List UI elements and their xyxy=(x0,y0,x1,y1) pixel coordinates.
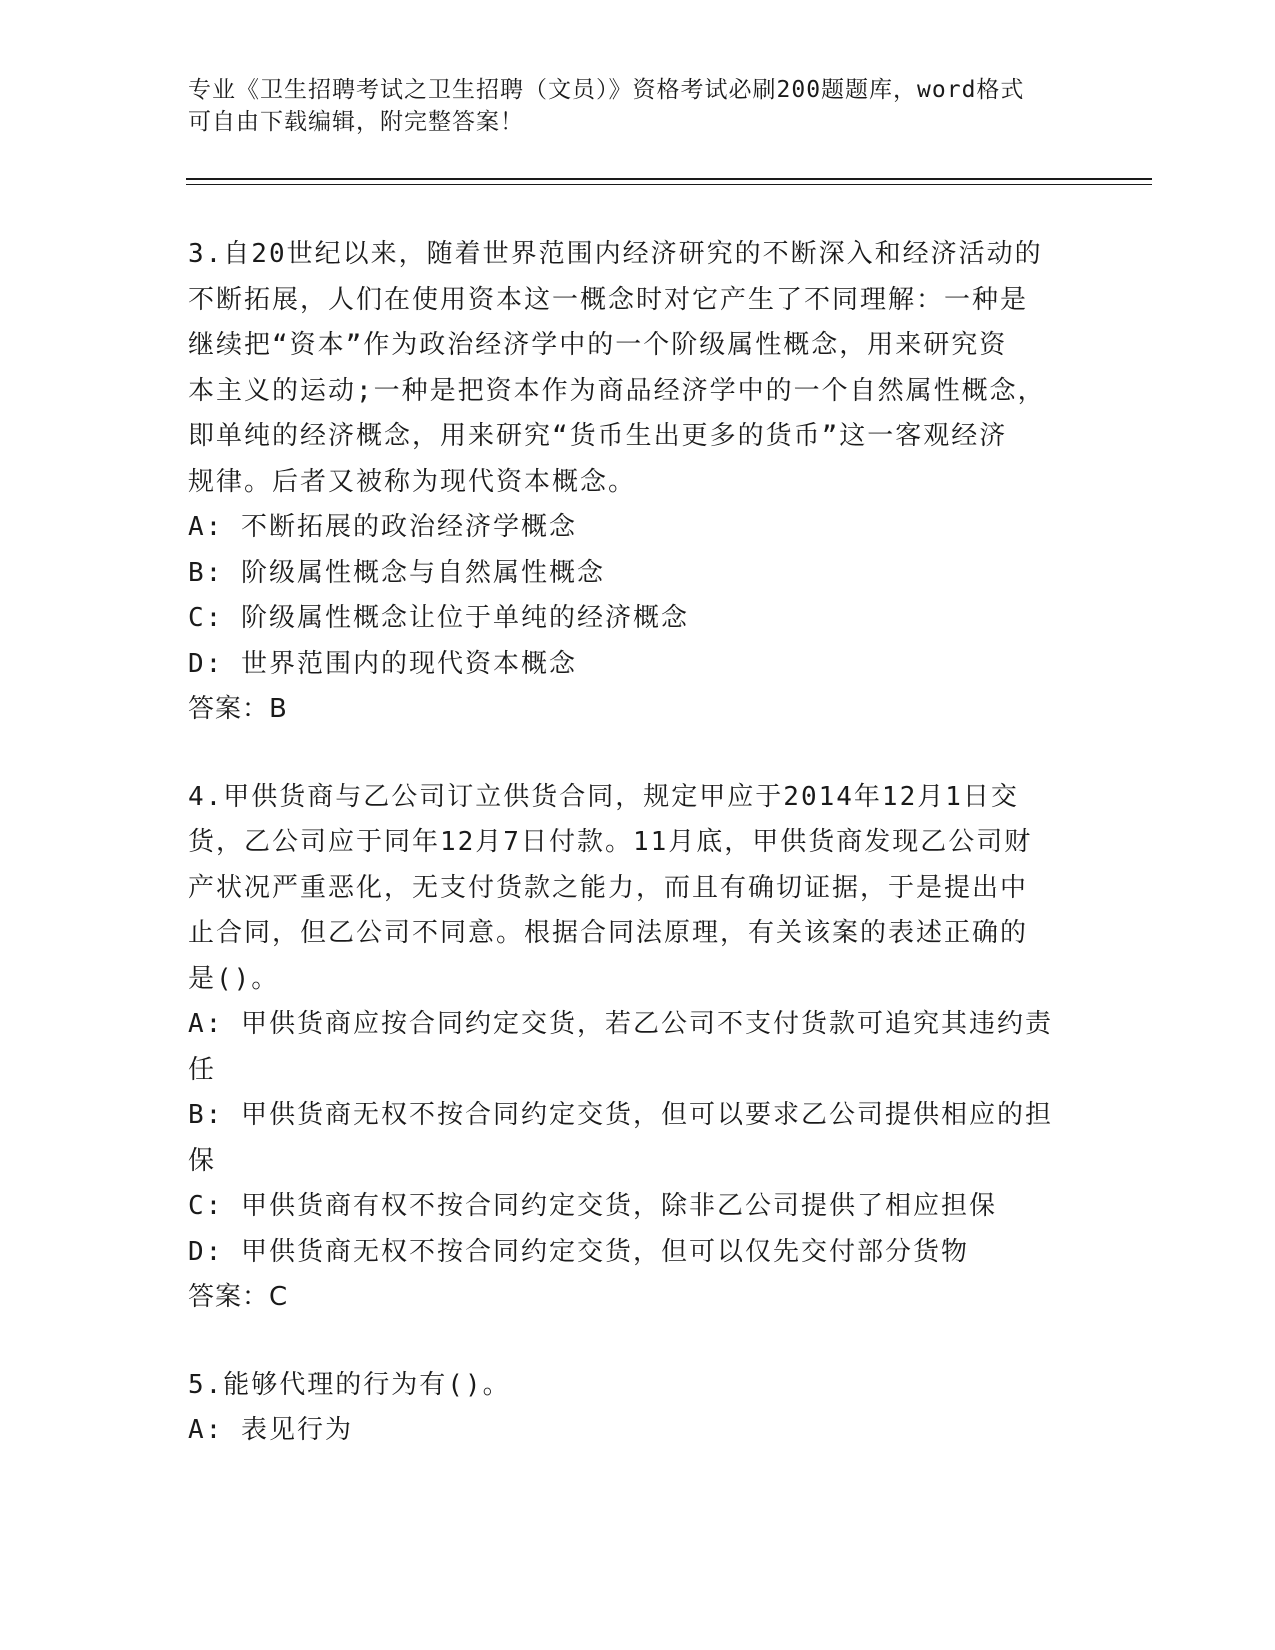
option-a-continued: 任 xyxy=(188,1054,217,1085)
question-stem-line: 不断拓展，人们在使用资本这一概念时对它产生了不同理解：一种是 xyxy=(188,284,1029,315)
option-a: A: 甲供货商应按合同约定交货，若乙公司不支付货款可追究其违约责 xyxy=(188,1009,1053,1039)
option-c: C: 甲供货商有权不按合同约定交货，除非乙公司提供了相应担保 xyxy=(188,1191,997,1221)
option-d: D: 世界范围内的现代资本概念 xyxy=(188,648,577,679)
header-divider-thick xyxy=(186,178,1152,180)
header-divider-thin xyxy=(186,184,1152,185)
header-title-line-2: 可自由下载编辑，附完整答案！ xyxy=(188,109,524,135)
question-stem-line: 止合同，但乙公司不同意。根据合同法原理，有关该案的表述正确的 xyxy=(188,918,1029,948)
question-stem-line: 继续把“资本”作为政治经济学中的一个阶级属性概念，用来研究资 xyxy=(188,330,1008,360)
question-5 xyxy=(188,1363,1108,1454)
option-b: B: 阶级属性概念与自然属性概念 xyxy=(188,557,605,588)
question-stem-line: 本主义的运动;一种是把资本作为商品经济学中的一个自然属性概念， xyxy=(188,375,1046,406)
option-d: D: 甲供货商无权不按合同约定交货，但可以仅先交付部分货物 xyxy=(188,1236,969,1267)
question-stem-line: 4.甲供货商与乙公司订立供货合同，规定甲应于2014年12月1日交 xyxy=(188,781,1019,812)
option-a: A: 表见行为 xyxy=(188,1415,353,1445)
question-stem-line: 产状况严重恶化，无支付货款之能力，而且有确切证据，于是提出中 xyxy=(188,872,1029,903)
question-stem-line: 即单纯的经济概念，用来研究“货币生出更多的货币”这一客观经济 xyxy=(188,421,1008,451)
question-list xyxy=(188,232,1108,1454)
header-title-line-1: 专业《卫生招聘考试之卫生招聘（文员）》资格考试必刷200题题库，word格式 xyxy=(188,77,1025,103)
question-stem-line: 货，乙公司应于同年12月7日付款。11月底，甲供货商发现乙公司财 xyxy=(188,827,1033,857)
option-b-continued: 保 xyxy=(188,1145,217,1176)
answer-label: 答案：B xyxy=(188,694,288,724)
option-c: C: 阶级属性概念让位于单纯的经济概念 xyxy=(188,603,689,633)
question-stem-line: 5.能够代理的行为有()。 xyxy=(188,1369,511,1400)
question-3 xyxy=(188,232,1108,733)
question-stem-line: 是()。 xyxy=(188,963,280,994)
page-header xyxy=(188,74,1068,138)
question-stem-line: 规律。后者又被称为现代资本概念。 xyxy=(188,466,637,497)
question-stem-line: 3.自20世纪以来，随着世界范围内经济研究的不断深入和经济活动的 xyxy=(188,239,1043,269)
question-4 xyxy=(188,775,1108,1321)
option-a: A: 不断拓展的政治经济学概念 xyxy=(188,512,577,542)
option-b: B: 甲供货商无权不按合同约定交货，但可以要求乙公司提供相应的担 xyxy=(188,1100,1053,1130)
answer-label: 答案：C xyxy=(188,1282,289,1312)
